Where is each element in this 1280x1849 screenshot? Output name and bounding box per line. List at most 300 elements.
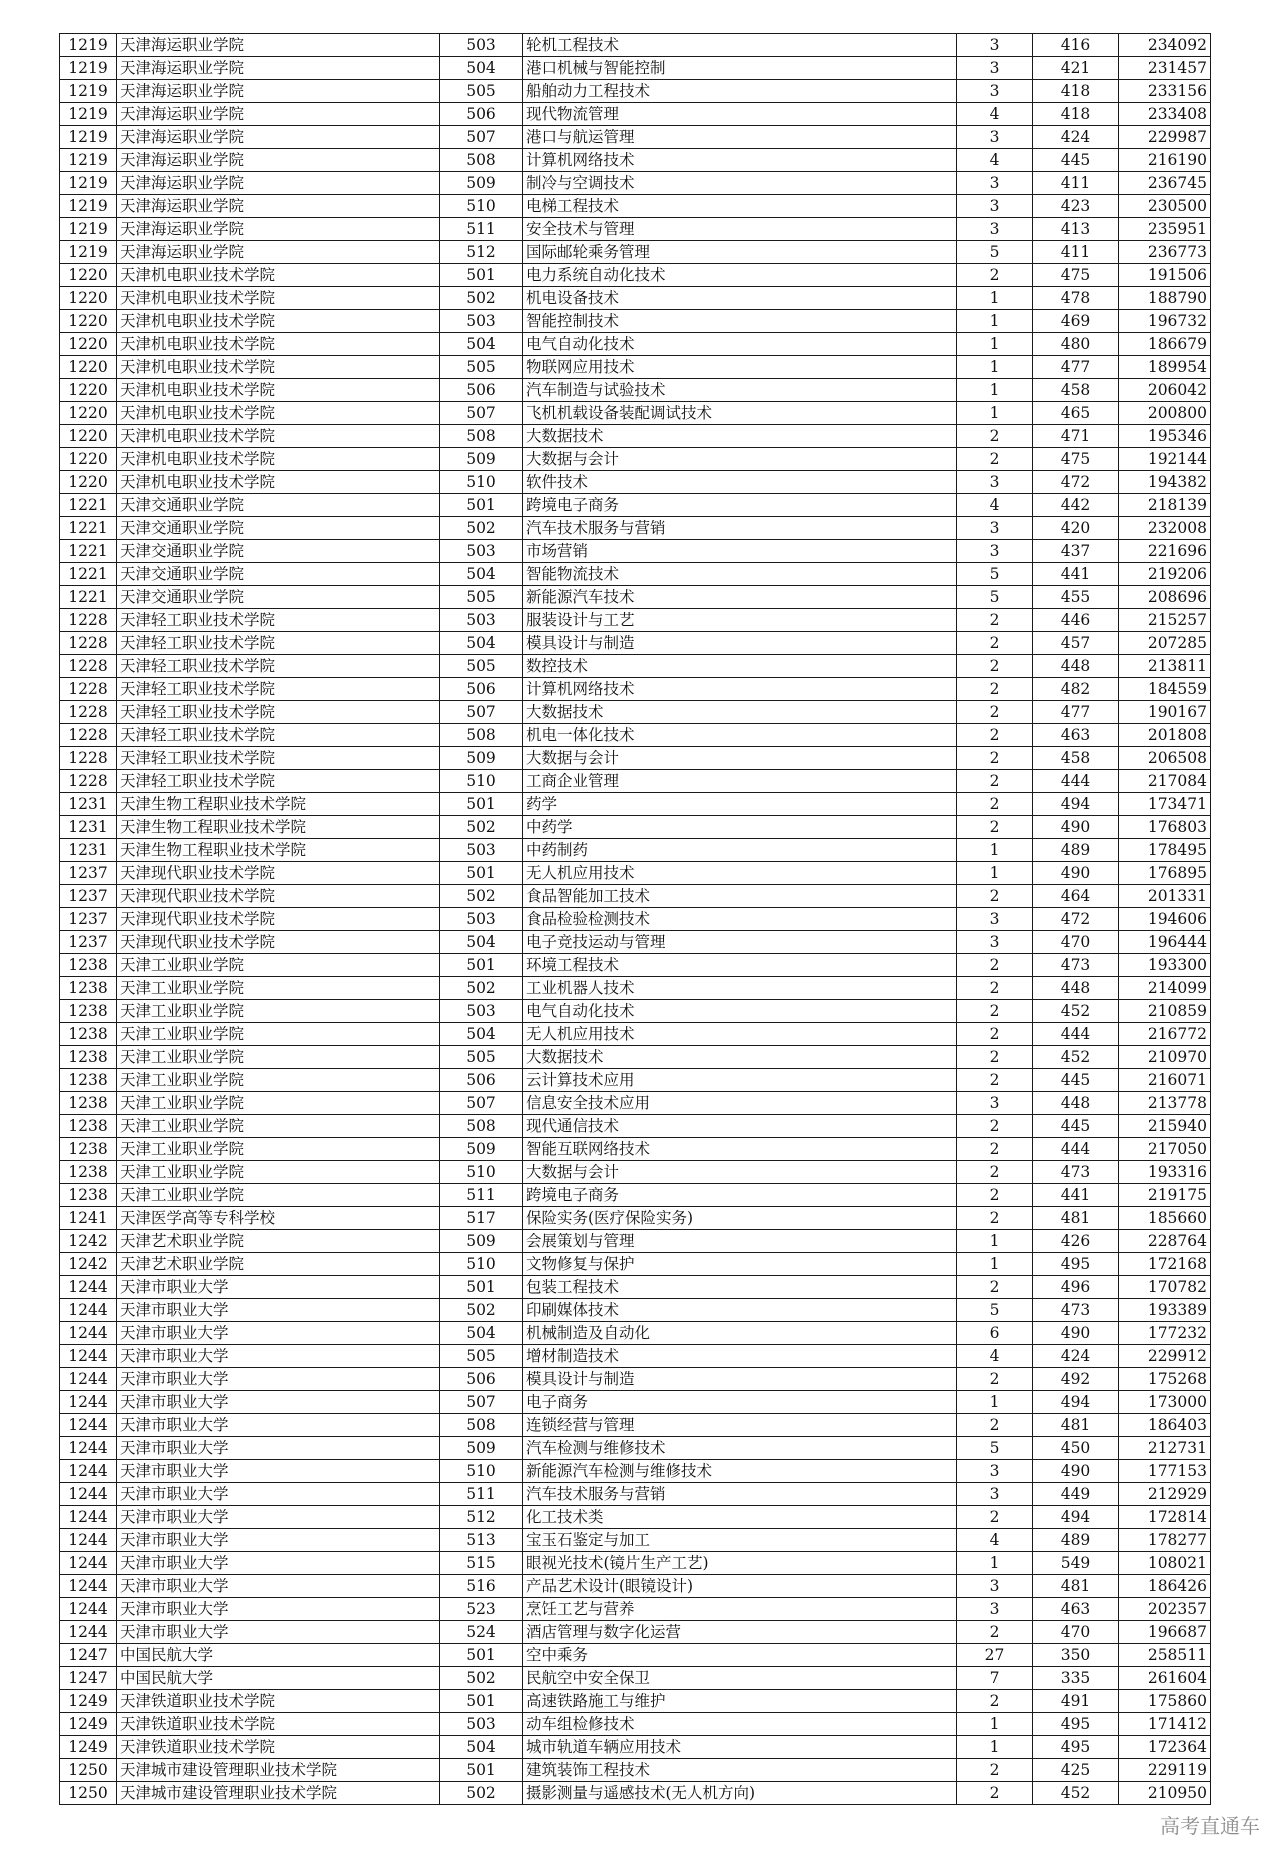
major-code-cell: 504 — [440, 1322, 523, 1345]
school-code-cell: 1242 — [60, 1253, 117, 1276]
table-row — [60, 1759, 1211, 1782]
plan-count-cell: 2 — [957, 1000, 1033, 1023]
school-code-cell: 1219 — [60, 126, 117, 149]
major-code-cell: 511 — [440, 1483, 523, 1506]
plan-count-cell: 3 — [957, 80, 1033, 103]
min-score-cell: 492 — [1033, 1368, 1119, 1391]
school-code-cell: 1249 — [60, 1713, 117, 1736]
major-name-cell: 包装工程技术 — [523, 1276, 957, 1299]
rank-cell: 108021 — [1119, 1552, 1211, 1575]
school-name-cell: 天津交通职业学院 — [117, 494, 440, 517]
min-score-cell: 445 — [1033, 149, 1119, 172]
rank-cell: 236745 — [1119, 172, 1211, 195]
plan-count-cell: 3 — [957, 126, 1033, 149]
major-name-cell: 软件技术 — [523, 471, 957, 494]
rank-cell: 210950 — [1119, 1782, 1211, 1805]
min-score-cell: 470 — [1033, 1621, 1119, 1644]
rank-cell: 172364 — [1119, 1736, 1211, 1759]
major-code-cell: 510 — [440, 471, 523, 494]
min-score-cell: 491 — [1033, 1690, 1119, 1713]
school-code-cell: 1238 — [60, 1092, 117, 1115]
table-row — [60, 1115, 1211, 1138]
major-name-cell: 大数据技术 — [523, 1046, 957, 1069]
rank-cell: 221696 — [1119, 540, 1211, 563]
major-code-cell: 501 — [440, 1759, 523, 1782]
major-code-cell: 505 — [440, 1345, 523, 1368]
plan-count-cell: 3 — [957, 1598, 1033, 1621]
school-name-cell: 天津海运职业学院 — [117, 80, 440, 103]
school-code-cell: 1238 — [60, 1069, 117, 1092]
school-code-cell: 1228 — [60, 678, 117, 701]
min-score-cell: 421 — [1033, 57, 1119, 80]
school-name-cell: 天津工业职业学院 — [117, 1161, 440, 1184]
table-row — [60, 977, 1211, 1000]
major-code-cell: 503 — [440, 1000, 523, 1023]
school-name-cell: 天津轻工职业技术学院 — [117, 655, 440, 678]
plan-count-cell: 1 — [957, 862, 1033, 885]
major-code-cell: 512 — [440, 1506, 523, 1529]
plan-count-cell: 2 — [957, 1759, 1033, 1782]
min-score-cell: 464 — [1033, 885, 1119, 908]
table-row — [60, 517, 1211, 540]
min-score-cell: 423 — [1033, 195, 1119, 218]
school-code-cell: 1237 — [60, 885, 117, 908]
table-row — [60, 1345, 1211, 1368]
min-score-cell: 477 — [1033, 701, 1119, 724]
rank-cell: 258511 — [1119, 1644, 1211, 1667]
rank-cell: 173000 — [1119, 1391, 1211, 1414]
rank-cell: 175860 — [1119, 1690, 1211, 1713]
min-score-cell: 446 — [1033, 609, 1119, 632]
rank-cell: 172814 — [1119, 1506, 1211, 1529]
table-row — [60, 310, 1211, 333]
table-row — [60, 1299, 1211, 1322]
school-name-cell: 天津市职业大学 — [117, 1414, 440, 1437]
rank-cell: 196732 — [1119, 310, 1211, 333]
major-code-cell: 508 — [440, 425, 523, 448]
rank-cell: 233156 — [1119, 80, 1211, 103]
major-name-cell: 电气自动化技术 — [523, 1000, 957, 1023]
major-name-cell: 产品艺术设计(眼镜设计) — [523, 1575, 957, 1598]
major-code-cell: 510 — [440, 195, 523, 218]
table-row — [60, 1690, 1211, 1713]
school-code-cell: 1249 — [60, 1690, 117, 1713]
min-score-cell: 489 — [1033, 839, 1119, 862]
min-score-cell: 473 — [1033, 954, 1119, 977]
table-row — [60, 908, 1211, 931]
major-code-cell: 508 — [440, 724, 523, 747]
rank-cell: 202357 — [1119, 1598, 1211, 1621]
major-name-cell: 印刷媒体技术 — [523, 1299, 957, 1322]
min-score-cell: 457 — [1033, 632, 1119, 655]
min-score-cell: 549 — [1033, 1552, 1119, 1575]
school-name-cell: 天津海运职业学院 — [117, 218, 440, 241]
major-code-cell: 513 — [440, 1529, 523, 1552]
major-code-cell: 515 — [440, 1552, 523, 1575]
major-code-cell: 501 — [440, 264, 523, 287]
school-code-cell: 1249 — [60, 1736, 117, 1759]
rank-cell: 217050 — [1119, 1138, 1211, 1161]
rank-cell: 215257 — [1119, 609, 1211, 632]
school-code-cell: 1244 — [60, 1575, 117, 1598]
school-name-cell: 天津轻工职业技术学院 — [117, 701, 440, 724]
major-code-cell: 502 — [440, 1782, 523, 1805]
table-row — [60, 149, 1211, 172]
school-code-cell: 1228 — [60, 701, 117, 724]
school-name-cell: 天津交通职业学院 — [117, 586, 440, 609]
major-code-cell: 506 — [440, 103, 523, 126]
table-row — [60, 1322, 1211, 1345]
table-row — [60, 1437, 1211, 1460]
rank-cell: 212929 — [1119, 1483, 1211, 1506]
plan-count-cell: 5 — [957, 1437, 1033, 1460]
plan-count-cell: 2 — [957, 678, 1033, 701]
rank-cell: 189954 — [1119, 356, 1211, 379]
plan-count-cell: 2 — [957, 425, 1033, 448]
plan-count-cell: 2 — [957, 1414, 1033, 1437]
school-name-cell: 天津轻工职业技术学院 — [117, 678, 440, 701]
min-score-cell: 472 — [1033, 908, 1119, 931]
major-code-cell: 501 — [440, 954, 523, 977]
min-score-cell: 463 — [1033, 1598, 1119, 1621]
major-name-cell: 工业机器人技术 — [523, 977, 957, 1000]
school-code-cell: 1221 — [60, 563, 117, 586]
min-score-cell: 490 — [1033, 1322, 1119, 1345]
plan-count-cell: 3 — [957, 172, 1033, 195]
table-row — [60, 218, 1211, 241]
table-row — [60, 287, 1211, 310]
min-score-cell: 490 — [1033, 1460, 1119, 1483]
major-name-cell: 摄影测量与遥感技术(无人机方向) — [523, 1782, 957, 1805]
rank-cell: 185660 — [1119, 1207, 1211, 1230]
school-code-cell: 1244 — [60, 1299, 117, 1322]
min-score-cell: 449 — [1033, 1483, 1119, 1506]
rank-cell: 229987 — [1119, 126, 1211, 149]
school-code-cell: 1231 — [60, 793, 117, 816]
school-name-cell: 天津工业职业学院 — [117, 1184, 440, 1207]
plan-count-cell: 6 — [957, 1322, 1033, 1345]
major-name-cell: 智能互联网络技术 — [523, 1138, 957, 1161]
plan-count-cell: 1 — [957, 1230, 1033, 1253]
major-code-cell: 503 — [440, 1713, 523, 1736]
plan-count-cell: 2 — [957, 632, 1033, 655]
rank-cell: 216071 — [1119, 1069, 1211, 1092]
table-row — [60, 1092, 1211, 1115]
school-code-cell: 1238 — [60, 1046, 117, 1069]
plan-count-cell: 2 — [957, 264, 1033, 287]
rank-cell: 200800 — [1119, 402, 1211, 425]
min-score-cell: 473 — [1033, 1299, 1119, 1322]
table-row — [60, 471, 1211, 494]
major-name-cell: 汽车制造与试验技术 — [523, 379, 957, 402]
school-name-cell: 天津市职业大学 — [117, 1483, 440, 1506]
min-score-cell: 477 — [1033, 356, 1119, 379]
min-score-cell: 465 — [1033, 402, 1119, 425]
table-row — [60, 264, 1211, 287]
rank-cell: 201331 — [1119, 885, 1211, 908]
school-code-cell: 1219 — [60, 195, 117, 218]
school-name-cell: 天津工业职业学院 — [117, 1069, 440, 1092]
school-code-cell: 1221 — [60, 586, 117, 609]
rank-cell: 236773 — [1119, 241, 1211, 264]
school-code-cell: 1228 — [60, 770, 117, 793]
major-code-cell: 502 — [440, 1299, 523, 1322]
rank-cell: 178495 — [1119, 839, 1211, 862]
school-code-cell: 1221 — [60, 540, 117, 563]
school-code-cell: 1244 — [60, 1529, 117, 1552]
plan-count-cell: 2 — [957, 1023, 1033, 1046]
table-row — [60, 1506, 1211, 1529]
plan-count-cell: 2 — [957, 724, 1033, 747]
rank-cell: 193316 — [1119, 1161, 1211, 1184]
table-row — [60, 80, 1211, 103]
table-row — [60, 195, 1211, 218]
major-code-cell: 506 — [440, 1368, 523, 1391]
table-row — [60, 770, 1211, 793]
rank-cell: 206042 — [1119, 379, 1211, 402]
major-name-cell: 船舶动力工程技术 — [523, 80, 957, 103]
school-name-cell: 天津市职业大学 — [117, 1506, 440, 1529]
school-name-cell: 天津铁道职业技术学院 — [117, 1690, 440, 1713]
school-code-cell: 1220 — [60, 287, 117, 310]
major-name-cell: 机电一体化技术 — [523, 724, 957, 747]
table-row — [60, 1575, 1211, 1598]
school-code-cell: 1228 — [60, 747, 117, 770]
min-score-cell: 470 — [1033, 931, 1119, 954]
school-name-cell: 天津机电职业技术学院 — [117, 379, 440, 402]
school-name-cell: 天津机电职业技术学院 — [117, 425, 440, 448]
table-row — [60, 540, 1211, 563]
rank-cell: 232008 — [1119, 517, 1211, 540]
school-name-cell: 天津工业职业学院 — [117, 1000, 440, 1023]
school-code-cell: 1244 — [60, 1621, 117, 1644]
major-code-cell: 503 — [440, 609, 523, 632]
school-code-cell: 1219 — [60, 34, 117, 57]
major-name-cell: 服装设计与工艺 — [523, 609, 957, 632]
min-score-cell: 335 — [1033, 1667, 1119, 1690]
table-row — [60, 1644, 1211, 1667]
school-name-cell: 天津城市建设管理职业技术学院 — [117, 1759, 440, 1782]
plan-count-cell: 1 — [957, 379, 1033, 402]
major-code-cell: 510 — [440, 770, 523, 793]
rank-cell: 210859 — [1119, 1000, 1211, 1023]
major-code-cell: 502 — [440, 977, 523, 1000]
school-name-cell: 天津工业职业学院 — [117, 1138, 440, 1161]
major-code-cell: 524 — [440, 1621, 523, 1644]
min-score-cell: 424 — [1033, 1345, 1119, 1368]
school-name-cell: 天津机电职业技术学院 — [117, 287, 440, 310]
school-code-cell: 1220 — [60, 356, 117, 379]
min-score-cell: 455 — [1033, 586, 1119, 609]
school-name-cell: 天津生物工程职业技术学院 — [117, 816, 440, 839]
school-code-cell: 1244 — [60, 1414, 117, 1437]
school-code-cell: 1244 — [60, 1437, 117, 1460]
school-code-cell: 1220 — [60, 425, 117, 448]
plan-count-cell: 2 — [957, 1276, 1033, 1299]
major-code-cell: 507 — [440, 126, 523, 149]
major-code-cell: 507 — [440, 1391, 523, 1414]
plan-count-cell: 2 — [957, 1621, 1033, 1644]
min-score-cell: 448 — [1033, 1092, 1119, 1115]
major-name-cell: 电梯工程技术 — [523, 195, 957, 218]
plan-count-cell: 2 — [957, 977, 1033, 1000]
major-code-cell: 501 — [440, 1276, 523, 1299]
plan-count-cell: 1 — [957, 333, 1033, 356]
min-score-cell: 448 — [1033, 655, 1119, 678]
major-name-cell: 现代物流管理 — [523, 103, 957, 126]
plan-count-cell: 1 — [957, 1253, 1033, 1276]
plan-count-cell: 2 — [957, 747, 1033, 770]
min-score-cell: 418 — [1033, 80, 1119, 103]
min-score-cell: 496 — [1033, 1276, 1119, 1299]
min-score-cell: 425 — [1033, 1759, 1119, 1782]
table-row — [60, 1138, 1211, 1161]
rank-cell: 190167 — [1119, 701, 1211, 724]
plan-count-cell: 2 — [957, 793, 1033, 816]
min-score-cell: 437 — [1033, 540, 1119, 563]
major-name-cell: 模具设计与制造 — [523, 1368, 957, 1391]
table-row — [60, 1391, 1211, 1414]
plan-count-cell: 5 — [957, 1299, 1033, 1322]
school-name-cell: 天津市职业大学 — [117, 1368, 440, 1391]
min-score-cell: 452 — [1033, 1000, 1119, 1023]
school-name-cell: 天津市职业大学 — [117, 1322, 440, 1345]
school-name-cell: 天津轻工职业技术学院 — [117, 632, 440, 655]
school-name-cell: 天津市职业大学 — [117, 1391, 440, 1414]
school-name-cell: 天津市职业大学 — [117, 1437, 440, 1460]
school-code-cell: 1238 — [60, 1184, 117, 1207]
major-name-cell: 安全技术与管理 — [523, 218, 957, 241]
table-row — [60, 839, 1211, 862]
rank-cell: 194382 — [1119, 471, 1211, 494]
school-code-cell: 1228 — [60, 632, 117, 655]
school-code-cell: 1219 — [60, 149, 117, 172]
plan-count-cell: 3 — [957, 34, 1033, 57]
min-score-cell: 445 — [1033, 1069, 1119, 1092]
school-name-cell: 天津海运职业学院 — [117, 149, 440, 172]
table-row — [60, 1276, 1211, 1299]
major-code-cell: 502 — [440, 885, 523, 908]
rank-cell: 173471 — [1119, 793, 1211, 816]
rank-cell: 175268 — [1119, 1368, 1211, 1391]
rank-cell: 184559 — [1119, 678, 1211, 701]
major-code-cell: 511 — [440, 1184, 523, 1207]
major-name-cell: 食品智能加工技术 — [523, 885, 957, 908]
major-name-cell: 食品检验检测技术 — [523, 908, 957, 931]
school-code-cell: 1220 — [60, 379, 117, 402]
table-row — [60, 563, 1211, 586]
major-name-cell: 跨境电子商务 — [523, 1184, 957, 1207]
rank-cell: 213811 — [1119, 655, 1211, 678]
rank-cell: 230500 — [1119, 195, 1211, 218]
major-code-cell: 503 — [440, 839, 523, 862]
rank-cell: 177232 — [1119, 1322, 1211, 1345]
major-name-cell: 信息安全技术应用 — [523, 1092, 957, 1115]
school-name-cell: 天津海运职业学院 — [117, 57, 440, 80]
plan-count-cell: 1 — [957, 356, 1033, 379]
plan-count-cell: 2 — [957, 1046, 1033, 1069]
major-name-cell: 大数据与会计 — [523, 448, 957, 471]
table-row — [60, 425, 1211, 448]
major-code-cell: 504 — [440, 563, 523, 586]
school-code-cell: 1242 — [60, 1230, 117, 1253]
major-code-cell: 502 — [440, 517, 523, 540]
school-name-cell: 天津轻工职业技术学院 — [117, 609, 440, 632]
rank-cell: 178277 — [1119, 1529, 1211, 1552]
major-code-cell: 505 — [440, 655, 523, 678]
table-row — [60, 655, 1211, 678]
school-code-cell: 1244 — [60, 1483, 117, 1506]
major-name-cell: 大数据与会计 — [523, 1161, 957, 1184]
table-row — [60, 1184, 1211, 1207]
rank-cell: 219206 — [1119, 563, 1211, 586]
school-code-cell: 1220 — [60, 471, 117, 494]
rank-cell: 193389 — [1119, 1299, 1211, 1322]
major-name-cell: 新能源汽车检测与维修技术 — [523, 1460, 957, 1483]
rank-cell: 206508 — [1119, 747, 1211, 770]
school-name-cell: 天津市职业大学 — [117, 1299, 440, 1322]
major-name-cell: 高速铁路施工与维护 — [523, 1690, 957, 1713]
plan-count-cell: 2 — [957, 609, 1033, 632]
plan-count-cell: 1 — [957, 310, 1033, 333]
major-name-cell: 会展策划与管理 — [523, 1230, 957, 1253]
major-name-cell: 机械制造及自动化 — [523, 1322, 957, 1345]
table-row — [60, 1069, 1211, 1092]
rank-cell: 231457 — [1119, 57, 1211, 80]
school-name-cell: 天津交通职业学院 — [117, 517, 440, 540]
plan-count-cell: 27 — [957, 1644, 1033, 1667]
major-name-cell: 国际邮轮乘务管理 — [523, 241, 957, 264]
major-code-cell: 505 — [440, 356, 523, 379]
table-row — [60, 1782, 1211, 1805]
major-name-cell: 无人机应用技术 — [523, 1023, 957, 1046]
school-code-cell: 1238 — [60, 954, 117, 977]
plan-count-cell: 3 — [957, 471, 1033, 494]
major-code-cell: 506 — [440, 379, 523, 402]
school-code-cell: 1244 — [60, 1598, 117, 1621]
school-code-cell: 1244 — [60, 1391, 117, 1414]
school-name-cell: 天津现代职业技术学院 — [117, 885, 440, 908]
table-body — [60, 34, 1211, 1805]
min-score-cell: 442 — [1033, 494, 1119, 517]
rank-cell: 172168 — [1119, 1253, 1211, 1276]
major-name-cell: 眼视光技术(镜片生产工艺) — [523, 1552, 957, 1575]
school-name-cell: 天津市职业大学 — [117, 1621, 440, 1644]
major-code-cell: 503 — [440, 310, 523, 333]
school-code-cell: 1237 — [60, 862, 117, 885]
major-code-cell: 509 — [440, 1230, 523, 1253]
school-name-cell: 天津铁道职业技术学院 — [117, 1713, 440, 1736]
major-name-cell: 电子商务 — [523, 1391, 957, 1414]
school-code-cell: 1219 — [60, 80, 117, 103]
min-score-cell: 418 — [1033, 103, 1119, 126]
min-score-cell: 490 — [1033, 816, 1119, 839]
table-row — [60, 931, 1211, 954]
major-name-cell: 工商企业管理 — [523, 770, 957, 793]
min-score-cell: 482 — [1033, 678, 1119, 701]
table-row — [60, 1621, 1211, 1644]
plan-count-cell: 2 — [957, 448, 1033, 471]
table-row — [60, 885, 1211, 908]
major-name-cell: 药学 — [523, 793, 957, 816]
table-row — [60, 1368, 1211, 1391]
rank-cell: 216190 — [1119, 149, 1211, 172]
plan-count-cell: 3 — [957, 1575, 1033, 1598]
major-code-cell: 510 — [440, 1161, 523, 1184]
min-score-cell: 495 — [1033, 1736, 1119, 1759]
plan-count-cell: 4 — [957, 1529, 1033, 1552]
plan-count-cell: 2 — [957, 1138, 1033, 1161]
